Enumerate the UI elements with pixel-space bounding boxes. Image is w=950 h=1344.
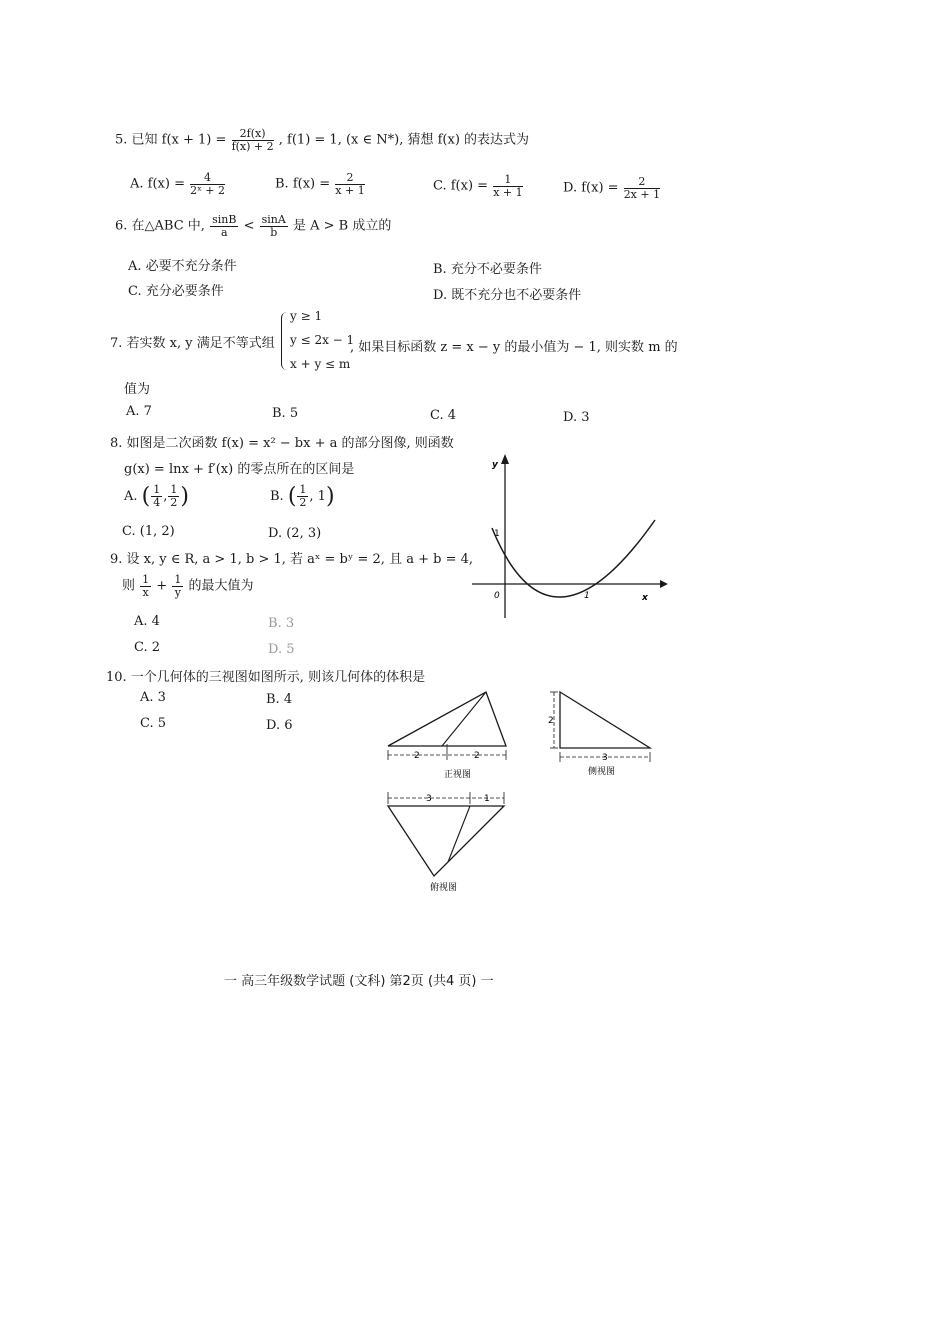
- q8-line2: g(x) = lnx + f′(x) 的零点所在的区间是: [124, 462, 355, 477]
- parabola-curve: [492, 520, 655, 597]
- q8-option-d: D. (2, 3): [268, 526, 322, 541]
- side-view-outline: [560, 692, 650, 748]
- q6-option-a: A. 必要不充分条件: [128, 259, 237, 274]
- q7-system-line-2: y ≤ 2x − 1: [290, 333, 355, 347]
- x-axis-label: x: [642, 593, 648, 603]
- q5-option-b: B. f(x) = $\frac{2}{x + 1}$: [275, 171, 365, 197]
- page-footer: 一 高三年级数学试题 (文科) 第2页 (共4 页) 一: [224, 974, 494, 989]
- q9-option-b: B. 3: [268, 616, 295, 631]
- q10-option-b: B. 4: [266, 692, 293, 707]
- y-axis-arrow-icon: [501, 454, 509, 464]
- top-view-diagram: [384, 790, 524, 900]
- q5-stem-fraction: $\frac{2f(x)}{f(x) + 2}$: [231, 127, 274, 153]
- q7-option-c: C. 4: [430, 408, 457, 423]
- q8-option-a: A. ( $\frac{1}{4}$ , $\frac{1}{2}$ ): [124, 483, 189, 509]
- q8-parabola-graph: [470, 450, 670, 620]
- q8-option-c: C. (1, 2): [122, 524, 175, 539]
- x-axis-arrow-icon: [660, 580, 668, 588]
- q6-option-c: C. 充分必要条件: [128, 284, 224, 299]
- q10-option-c: C. 5: [140, 716, 167, 731]
- y-tick-label: 1: [494, 529, 500, 539]
- q7-system-line-1: y ≥ 1: [290, 309, 323, 323]
- front-view-diagram: [386, 690, 526, 790]
- top-view-caption: 俯视图: [430, 883, 458, 893]
- q5-stem: [115, 128, 529, 152]
- side-view-dim-height: 2: [548, 716, 554, 726]
- q7-system-brace: [281, 312, 288, 370]
- top-view-inner-edge: [448, 806, 470, 862]
- top-view-outline: [388, 806, 504, 876]
- q7-stem-line2: 值为: [124, 382, 151, 397]
- q7-stem-prefix: 7. 若实数 x, y 满足不等式组: [110, 336, 275, 351]
- q7-system-line-3: x + y ≤ m: [290, 357, 351, 371]
- top-view-dim-right: 1: [484, 794, 490, 804]
- q5-stem-prefix: 5. 已知 f(x + 1) =: [115, 132, 227, 148]
- q8-line1: 8. 如图是二次函数 f(x) = x² − bx + a 的部分图像, 则函数: [110, 436, 454, 451]
- front-view-dim-left: 2: [414, 751, 420, 761]
- q7-option-a: A. 7: [126, 404, 152, 419]
- side-view-caption: 侧视图: [588, 767, 616, 777]
- q9-line1: 9. 设 x, y ∈ R, a > 1, b > 1, 若 aˣ = bʸ = 2, 且 a + b = 4,: [110, 552, 473, 567]
- q9-option-c: C. 2: [134, 640, 161, 655]
- q7-option-b: B. 5: [272, 406, 299, 421]
- y-axis-label: y: [492, 460, 498, 470]
- q8-option-b: B. ( $\frac{1}{2}$ , 1): [270, 483, 335, 509]
- q9-option-d: D. 5: [268, 642, 295, 657]
- q5-option-a: A. f(x) = $\frac{4}{\text{2ˣ + 2}}$: [130, 171, 225, 197]
- side-view-dim-bottom: 3: [602, 753, 608, 763]
- q5-option-d: D. f(x) = $\frac{2}{2x + 1}$: [563, 175, 661, 201]
- q7-stem-suffix: , 如果目标函数 z = x − y 的最小值为 − 1, 则实数 m 的: [350, 340, 678, 355]
- q5-stem-suffix: , f(1) = 1, (x ∈ N*), 猜想 f(x) 的表达式为: [278, 132, 530, 148]
- q10-option-a: A. 3: [140, 690, 166, 705]
- side-view-diagram: [548, 690, 668, 790]
- q9-line2: 则 $\frac{1}{x}$ + $\frac{1}{y}$ 的最大值为: [122, 573, 254, 599]
- q6-stem: 6. 在△ABC 中, $\frac{\sin B}{a}$ < $\frac{\sin A}{b}$ 是 A > B 成立的: [115, 213, 392, 239]
- q7-option-d: D. 3: [563, 410, 590, 425]
- front-view-inner-edge: [442, 692, 486, 746]
- top-view-dim-left: 3: [426, 794, 432, 804]
- front-view-caption: 正视图: [444, 770, 472, 780]
- q10-stem: 10. 一个几何体的三视图如图所示, 则该几何体的体积是: [106, 670, 426, 685]
- origin-label: 0: [494, 591, 500, 601]
- front-view-dim-right: 2: [474, 751, 480, 761]
- q5-option-c: C. f(x) = $\frac{1}{x + 1}$: [433, 173, 523, 199]
- q10-option-d: D. 6: [266, 718, 293, 733]
- front-view-outline: [388, 692, 506, 746]
- q9-option-a: A. 4: [134, 614, 160, 629]
- q6-option-b: B. 充分不必要条件: [433, 262, 542, 277]
- q6-option-d: D. 既不充分也不必要条件: [433, 288, 582, 303]
- x-tick-label: 1: [584, 591, 590, 601]
